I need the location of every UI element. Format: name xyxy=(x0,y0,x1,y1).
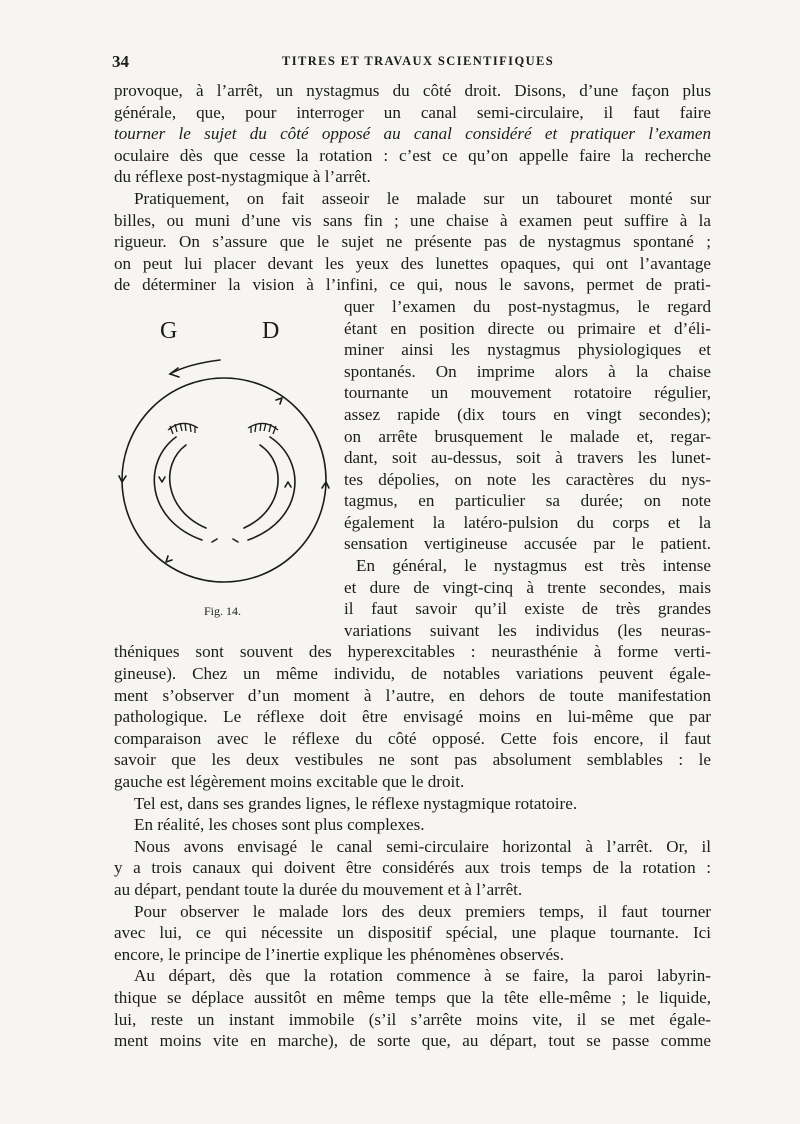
running-title: TITRES ET TRAVAUX SCIENTIFIQUES xyxy=(282,54,555,68)
text-line: étant en position directe ou primaire et d’éli- xyxy=(344,318,711,338)
canal-rotation-diagram xyxy=(112,312,342,602)
text-line: Tel est, dans ses grandes lignes, le réflexe nystagmique rotatoire. xyxy=(134,793,578,813)
text-line: avec lui, ce qui nécessite un dispositif spécial, une plaque tournante. Ici xyxy=(114,923,711,943)
ampulla-hatching xyxy=(168,423,278,434)
text-line: également la latéro-pulsion du corps et la xyxy=(344,512,711,532)
text-line: En général, le nystagmus est très intense xyxy=(356,556,711,576)
text-line: au départ, pendant toute la durée du mouvement et à l’arrêt. xyxy=(114,879,523,899)
text-line: gineuse). Chez un même individu, de notables variations peuvent égale- xyxy=(114,664,711,684)
text-line: ment s’observer d’un moment à l’autre, en dehors de toute manifestation xyxy=(114,685,711,705)
text-line: provoque, à l’arrêt, un nystagmus du côté droit. Disons, d’une façon plus xyxy=(114,81,711,100)
text-line xyxy=(114,102,711,124)
text-line: de déterminer la vision à l’infini, ce qui, nous le savons, permet de prati- xyxy=(114,275,711,295)
text-line: y a trois canaux qui doivent être considérés aux trois temps de la rotation : xyxy=(114,858,711,878)
right-canal-inner xyxy=(244,445,278,528)
text-line: En réalité, les choses sont plus complexes. xyxy=(134,815,425,835)
text-line: dant, soit au-dessus, soit à travers les lunet- xyxy=(344,448,711,468)
figure-caption: Fig. 14. xyxy=(204,604,242,618)
text-line: et dure de vingt-cinq à trente secondes, mais xyxy=(344,577,711,597)
text-line: tes dépolies, on note les caractères du nys- xyxy=(344,469,711,489)
text-line: on peut lui placer devant les yeux des lunettes opaques, qui ont l’avantage xyxy=(114,253,711,273)
text-line: Pour observer le malade lors des deux premiers temps, il faut tourner xyxy=(134,901,711,921)
right-canal-outer xyxy=(248,437,295,540)
text-line: savoir que les deux vestibules ne sont pas absolument semblables : le xyxy=(114,750,711,770)
text-line: ment moins vite en marche), de sorte que, au départ, tout se passe comme xyxy=(114,1031,711,1051)
text-line: quer l’examen du post-nystagmus, le regard xyxy=(344,296,711,316)
text-line: gauche est légèrement moins excitable que le droit. xyxy=(114,772,465,791)
left-canal-inner xyxy=(170,445,206,528)
text-line: miner ainsi les nystagmus physiologiques et xyxy=(344,340,711,360)
text-line: sensation vertigineuse accusée par le patient. xyxy=(344,534,711,554)
text-line: il faut savoir qu’il existe de très grandes xyxy=(344,599,711,619)
text-line: générale, que, pour interroger un canal semi-circulaire, il faut faire xyxy=(114,102,711,122)
text-line: oculaire dès que cesse la rotation : c’est ce qu’on appelle faire la recherche xyxy=(114,145,711,165)
text-line: variations suivant les individus (les neuras- xyxy=(344,620,711,640)
text-line: encore, le principe de l’inertie explique les phénomènes observés. xyxy=(114,944,564,964)
text-line: tourner le sujet du côté opposé au canal considéré et pratiquer l’examen xyxy=(114,124,711,144)
text-line: lui, reste un instant immobile (s’il s’arrête moins vite, il se met égale- xyxy=(114,1009,711,1029)
text-line: Nous avons envisagé le canal semi-circulaire horizontal à l’arrêt. Or, il xyxy=(134,836,711,856)
rotation-arrow xyxy=(170,360,220,374)
text-line: Pratiquement, on fait asseoir le malade sur un tabouret monté sur xyxy=(134,188,711,208)
page-number: 34 xyxy=(112,52,129,71)
text-line: spontanés. On imprime alors à la chaise xyxy=(344,361,711,381)
text-line: billes, ou muni d’une vis sans fin ; une chaise à examen peut suffire à la xyxy=(114,210,711,230)
text-line: rigueur. On s’assure que le sujet ne présente pas de nystagmus spontané ; xyxy=(114,232,711,252)
text-line: comparaison avec le réflexe du côté opposé. Cette fois encore, il faut xyxy=(114,728,711,748)
text-line: tournante un mouvement rotatoire régulier, xyxy=(344,383,711,403)
text-line: assez rapide (dix tours en vingt secondes); xyxy=(344,404,711,424)
text-line: Au départ, dès que la rotation commence à se faire, la paroi labyrin- xyxy=(134,966,711,986)
text-line: pathologique. Le réflexe doit être envisagé moins en lui-même que par xyxy=(114,707,711,727)
text-line: tagmus, en particulier sa durée; on note xyxy=(344,491,711,511)
text-line: du réflexe post-nystagmique à l’arrêt. xyxy=(114,167,371,187)
text-line: thique se déplace aussitôt en même temps que la tête elle-même ; le liquide, xyxy=(114,987,711,1007)
text-line: on arrête brusquement le malade et, regar- xyxy=(344,426,711,446)
page-header xyxy=(112,52,712,74)
figure-label-right: D xyxy=(262,318,280,344)
text-line: théniques sont souvent des hyperexcitables : neurasthénie à forme verti- xyxy=(114,642,711,662)
figure-14 xyxy=(112,312,342,632)
figure-label-left: G xyxy=(160,318,178,344)
